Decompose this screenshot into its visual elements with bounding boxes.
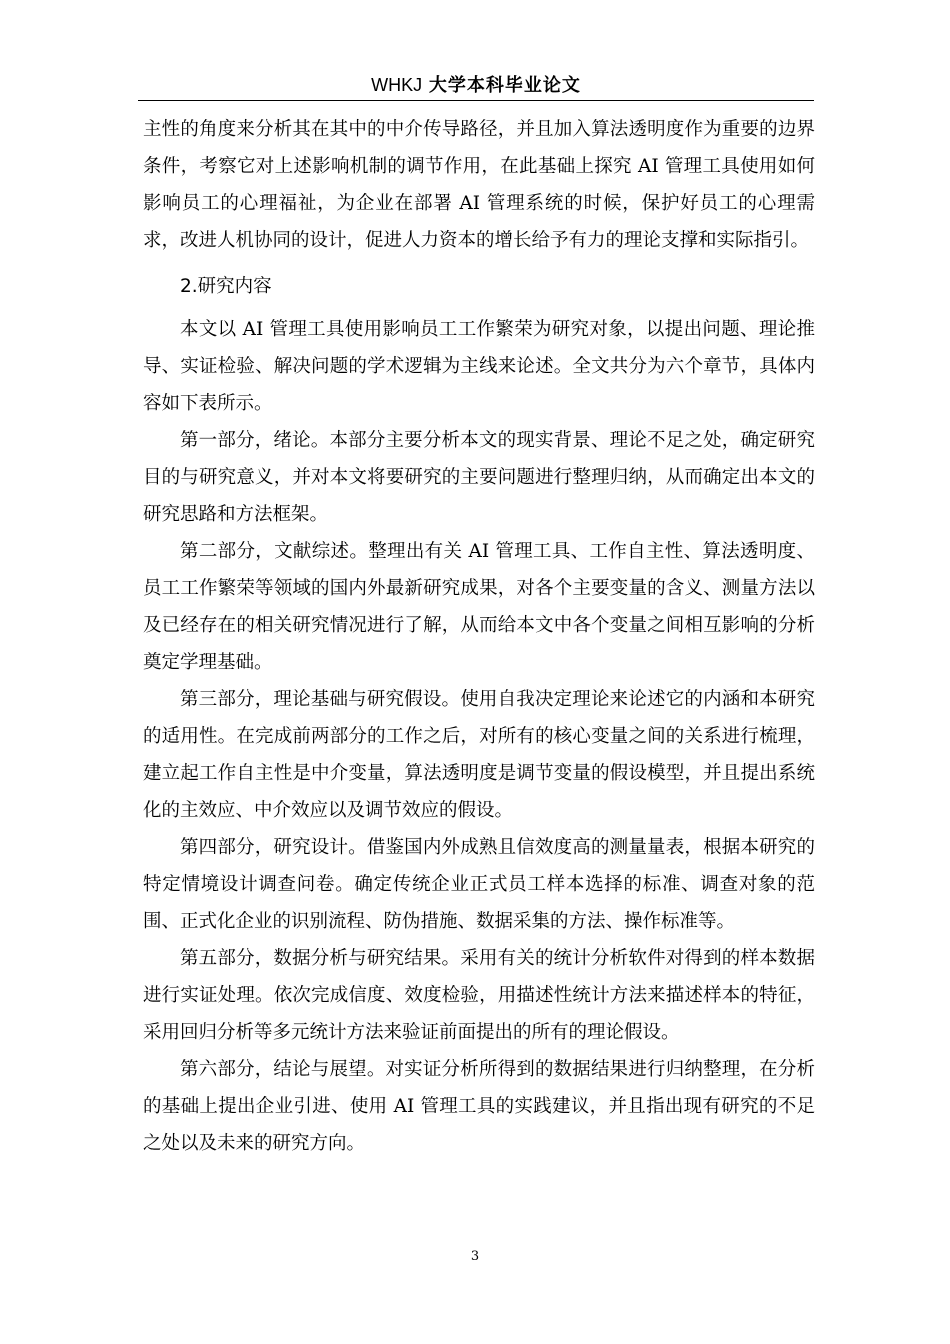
paragraph-part-five: 第五部分，数据分析与研究结果。采用有关的统计分析软件对得到的样本数据进行实证处理。依次完成信度、效度检验，用描述性统计方法来描述样本的特征，采用回归分析等多元统计方法来验证前面提出的所有的理论假设。 xyxy=(143,948,815,1043)
header-title-cjk: 大学本科毕业论文 xyxy=(428,75,581,96)
header-title xyxy=(371,75,581,96)
paragraph-part-four: 第四部分，研究设计。借鉴国内外成熟且信效度高的测量量表，根据本研究的特定情境设计调查问卷。确定传统企业正式员工样本选择的标准、调查对象的范围、正式化企业的识别流程、防伪措施、数据采集的方法、操作标准等。 xyxy=(143,837,815,932)
page-body xyxy=(143,111,815,1162)
paragraph-part-three: 第三部分，理论基础与研究假设。使用自我决定理论来论述它的内涵和本研究的适用性。在完成前两部分的工作之后，对所有的核心变量之间的关系进行梳理，建立起工作自主性是中介变量，算法透明度是调节变量的假设模型，并且提出系统化的主效应、中介效应以及调节效应的假设。 xyxy=(143,689,815,821)
paragraph-part-six: 第六部分，结论与展望。对实证分析所得到的数据结果进行归纳整理，在分析的基础上提出企业引进、使用 AI 管理工具的实践建议，并且指出现有研究的不足之处以及未来的研究方向。 xyxy=(143,1059,815,1154)
paragraph-part-one: 第一部分，绪论。本部分主要分析本文的现实背景、理论不足之处，确定研究目的与研究意义，并对本文将要研究的主要问题进行整理归纳，从而确定出本文的研究思路和方法框架。 xyxy=(143,430,815,525)
paragraph-part-two: 第二部分，文献综述。整理出有关 AI 管理工具、工作自主性、算法透明度、员工工作繁荣等领域的国内外最新研究成果，对各个主要变量的含义、测量方法以及已经存在的相关研究情况进行了解，从而给本文中各个变量之间相互影响的分析奠定学理基础。 xyxy=(143,541,815,673)
header-title-latin: WHKJ xyxy=(371,75,423,95)
page-number: 3 xyxy=(470,1249,480,1264)
section-heading: 2.研究内容 xyxy=(180,276,272,297)
page-header xyxy=(138,72,814,101)
paragraph-overview: 本文以 AI 管理工具使用影响员工工作繁荣为研究对象，以提出问题、理论推导、实证检验、解决问题的学术逻辑为主线来论述。全文共分为六个章节，具体内容如下表所示。 xyxy=(143,319,815,414)
intro-continuation-paragraph: 主性的角度来分析其在其中的中介传导路径，并且加入算法透明度作为重要的边界条件，考察它对上述影响机制的调节作用，在此基础上探究 AI 管理工具使用如何影响员工的心理福祉，为企业在部署 AI 管理系统的时候，保护好员工的心理需求，改进人机协同的设计，促进人力资本的增长给予有力的理论支撑和实际指引。 xyxy=(143,119,815,251)
